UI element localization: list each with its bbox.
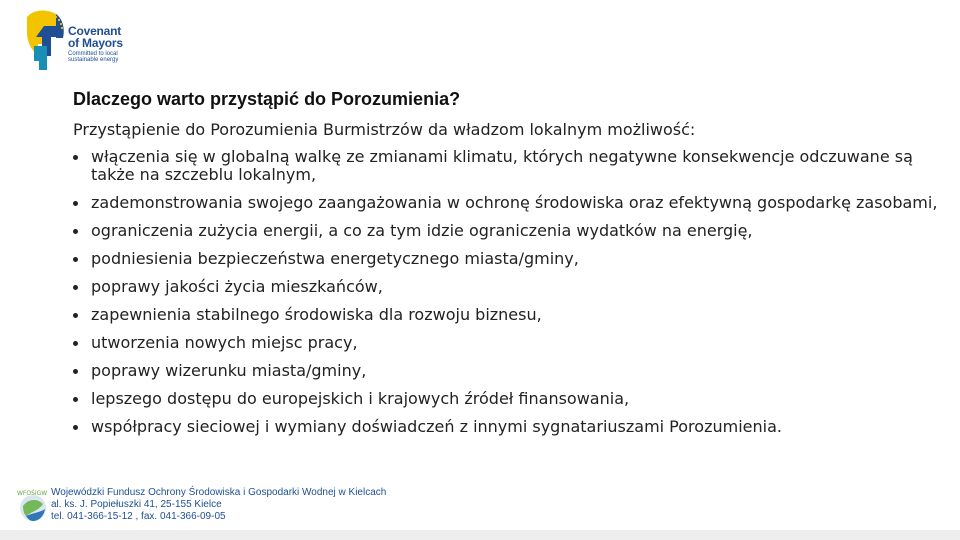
logo-line-2: of Mayors <box>68 36 123 50</box>
footer-address: al. ks. J. Popiełuszki 41, 25-155 Kielce <box>51 499 222 510</box>
slide-content <box>73 88 943 446</box>
logo-wordmark <box>68 25 123 63</box>
list-item: podniesienia bezpieczeństwa energetycznego miasta/gminy, <box>73 250 943 268</box>
list-item: ograniczenia zużycia energii, a co za tym idzie ograniczenia wydatków na energię, <box>73 222 943 240</box>
list-item: włączenia się w globalną walkę ze zmianami klimatu, których negatywne konsekwencje odczuwane są także na szczeblu lokalnym, <box>73 148 943 184</box>
svg-text:WFOŚiGW: WFOŚiGW <box>17 490 48 497</box>
list-item: poprawy wizerunku miasta/gminy, <box>73 362 943 380</box>
slide-heading: Dlaczego warto przystąpić do Porozumienia? <box>73 89 461 109</box>
footer-contact <box>16 487 436 527</box>
bottom-divider <box>0 530 960 540</box>
wfosigw-globe-logo-icon <box>16 487 50 525</box>
list-item: zapewnienia stabilnego środowiska dla rozwoju biznesu, <box>73 306 943 324</box>
logo-line-1: Covenant <box>68 24 122 38</box>
list-item: współpracy sieciowej i wymiany doświadczeń z innymi sygnatariuszami Porozumienia. <box>73 418 943 436</box>
list-item: zademonstrowania swojego zaangażowania w ochronę środowiska oraz efektywną gospodarkę zasobami, <box>73 194 943 212</box>
list-item: lepszego dostępu do europejskich i krajowych źródeł finansowania, <box>73 390 943 408</box>
intro-text: Przystąpienie do Porozumienia Burmistrzów da władzom lokalnym możliwość: <box>73 120 696 139</box>
list-item: poprawy jakości życia mieszkańców, <box>73 278 943 296</box>
covenant-of-mayors-logo <box>24 2 122 78</box>
logo-tagline-2: sustainable energy <box>68 57 119 63</box>
list-item: utworzenia nowych miejsc pracy, <box>73 334 943 352</box>
footer-phone-fax: tel. 041-366-15-12 , fax. 041-366-09-05 <box>51 511 226 522</box>
footer-organization: Wojewódzki Fundusz Ochrony Środowiska i Gospodarki Wodnej w Kielcach <box>51 487 387 498</box>
footer-text <box>51 487 386 523</box>
logo-tagline-1: Committed to local <box>68 51 118 57</box>
benefits-list <box>73 148 943 436</box>
covenant-logo-icon <box>24 6 66 76</box>
